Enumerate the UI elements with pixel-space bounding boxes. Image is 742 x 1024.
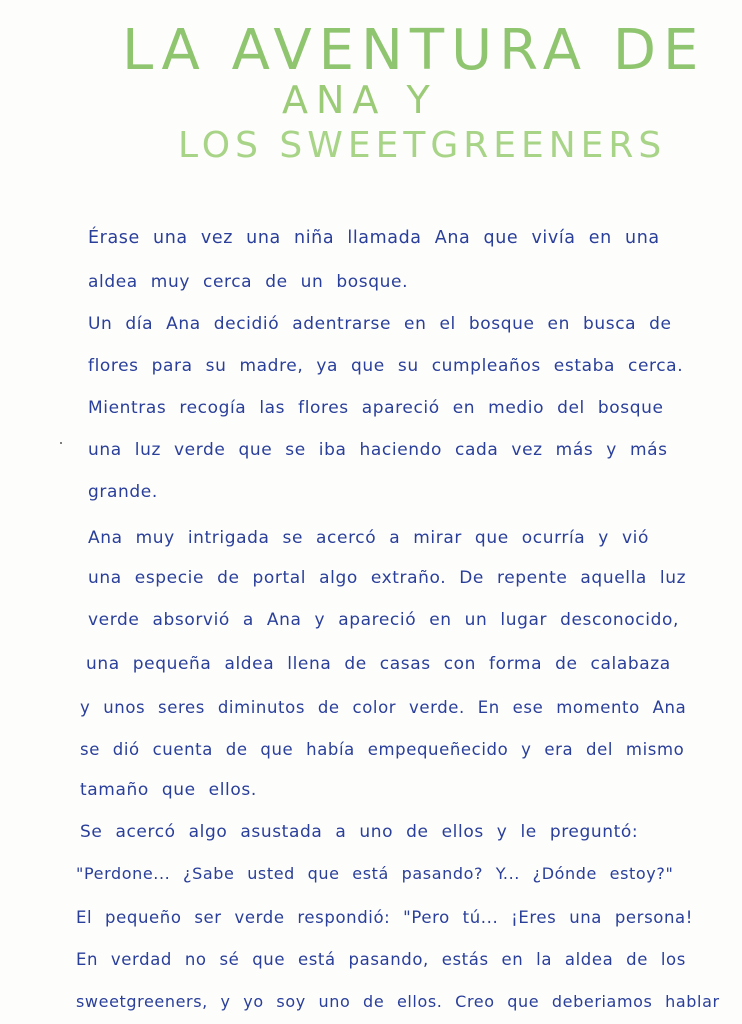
- story-line: Mientras recogía las flores apareció en medio del bosque: [88, 398, 664, 418]
- story-line: se dió cuenta de que había empequeñecido y era del mismo: [80, 740, 685, 759]
- story-line: Érase una vez una niña llamada Ana que vivía en una: [88, 228, 660, 248]
- story-line: En verdad no sé que está pasando, estás en la aldea de los: [76, 950, 686, 969]
- story-line: aldea muy cerca de un bosque.: [88, 272, 409, 292]
- title-line-3: LOS SWEETGREENERS: [178, 125, 667, 166]
- story-line: Un día Ana decidió adentrarse en el bosque en busca de: [88, 314, 672, 334]
- title-line-1: LA AVENTURA DE: [122, 18, 706, 83]
- title-line-2: ANA Y: [282, 78, 438, 122]
- story-line: flores para su madre, ya que su cumpleaños estaba cerca.: [88, 356, 684, 376]
- story-line: una pequeña aldea llena de casas con forma de calabaza: [86, 654, 671, 674]
- story-line: Se acercó algo asustada a uno de ellos y le preguntó:: [80, 822, 639, 842]
- story-line: grande.: [88, 482, 158, 502]
- story-line: una luz verde que se iba haciendo cada vez más y más: [88, 440, 668, 460]
- story-line: tamaño que ellos.: [80, 780, 257, 800]
- paper-speck: [60, 442, 62, 444]
- story-line: una especie de portal algo extraño. De repente aquella luz: [88, 568, 687, 588]
- story-line: y unos seres diminutos de color verde. En ese momento Ana: [80, 698, 687, 717]
- story-line: verde absorvió a Ana y apareció en un lugar desconocido,: [88, 610, 679, 630]
- story-line: sweetgreeners, y yo soy uno de ellos. Creo que deberiamos hablar: [76, 992, 720, 1011]
- story-line: Ana muy intrigada se acercó a mirar que ocurría y vió: [88, 528, 649, 548]
- story-line: "Perdone... ¿Sabe usted que está pasando? Y... ¿Dónde estoy?": [76, 864, 674, 883]
- story-line: El pequeño ser verde respondió: "Pero tú... ¡Eres una persona!: [76, 908, 693, 927]
